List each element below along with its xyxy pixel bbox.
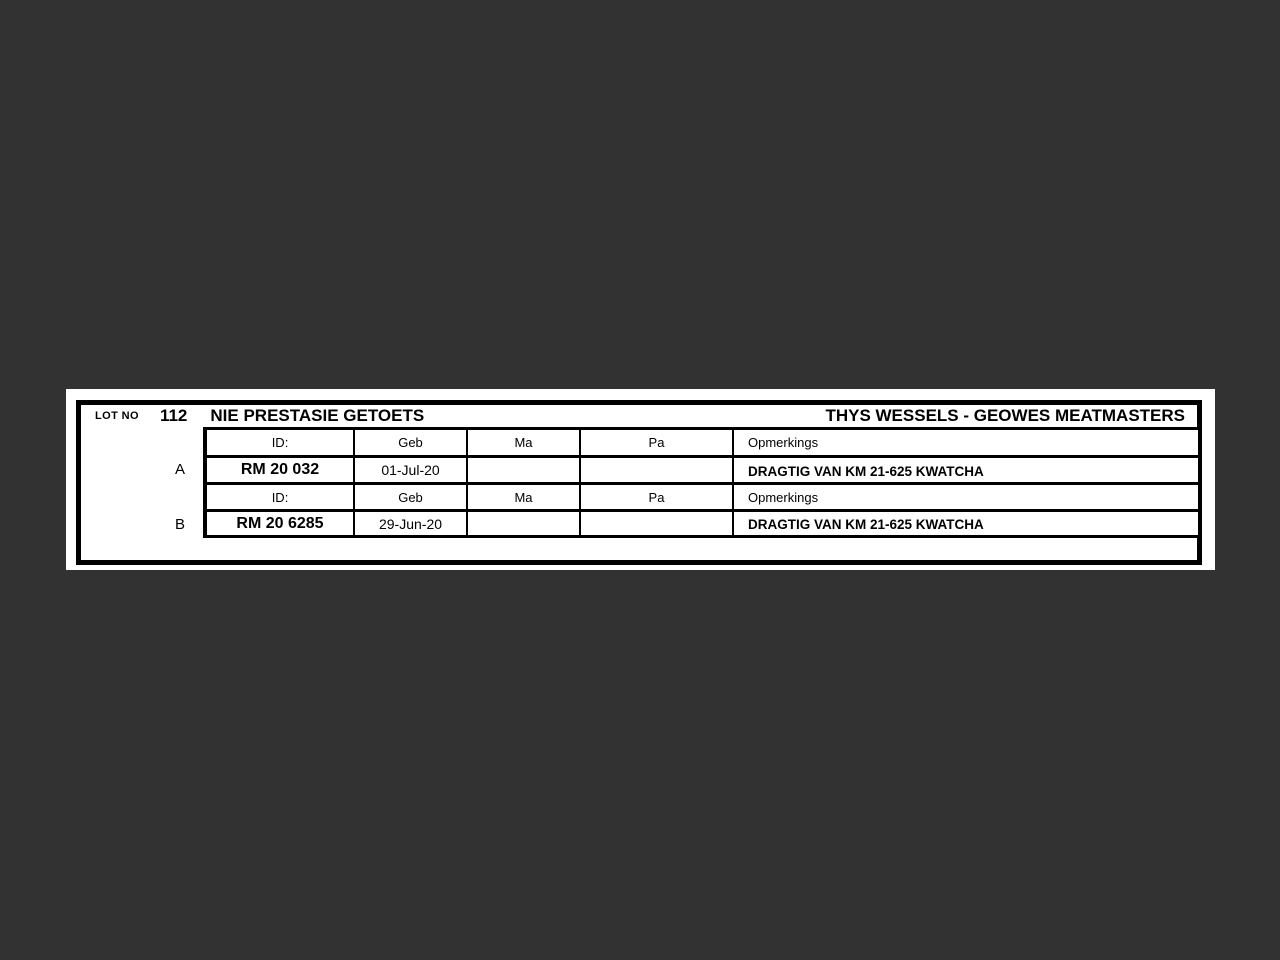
seller-name: THYS WESSELS - GEOWES MEATMASTERS bbox=[825, 406, 1185, 425]
lot-no-label: LOT NO bbox=[95, 410, 139, 422]
col-header-id: ID: bbox=[207, 485, 355, 512]
lot-category-title: NIE PRESTASIE GETOETS bbox=[210, 406, 425, 425]
entry-b-id: RM 20 6285 bbox=[207, 512, 355, 535]
entry-a-pa bbox=[581, 458, 734, 485]
entry-a-opmerkings: DRAGTIG VAN KM 21-625 KWATCHA bbox=[734, 458, 1198, 485]
col-header-id: ID: bbox=[207, 430, 355, 458]
lot-card-frame bbox=[76, 400, 1202, 565]
col-header-ma: Ma bbox=[468, 485, 581, 512]
entry-a-id: RM 20 032 bbox=[207, 458, 355, 485]
col-header-ma: Ma bbox=[468, 430, 581, 458]
col-header-geb: Geb bbox=[355, 430, 468, 458]
row-label-b: B bbox=[174, 516, 185, 533]
entry-b-ma bbox=[468, 512, 581, 535]
animal-table bbox=[203, 427, 1198, 538]
col-header-opmerkings: Opmerkings bbox=[734, 485, 1198, 512]
entry-a-geb: 01-Jul-20 bbox=[355, 458, 468, 485]
col-header-opmerkings: Opmerkings bbox=[734, 430, 1198, 458]
entry-b-geb: 29-Jun-20 bbox=[355, 512, 468, 535]
lot-card-header bbox=[81, 405, 1197, 427]
lot-number: 112 bbox=[159, 406, 188, 425]
entry-b-opmerkings: DRAGTIG VAN KM 21-625 KWATCHA bbox=[748, 517, 984, 532]
row-label-a: A bbox=[174, 461, 185, 478]
lot-card bbox=[66, 389, 1215, 570]
entry-a-ma bbox=[468, 458, 581, 485]
entry-b-pa bbox=[581, 512, 734, 535]
col-header-pa: Pa bbox=[581, 485, 734, 512]
col-header-geb: Geb bbox=[355, 485, 468, 512]
col-header-pa: Pa bbox=[581, 430, 734, 458]
